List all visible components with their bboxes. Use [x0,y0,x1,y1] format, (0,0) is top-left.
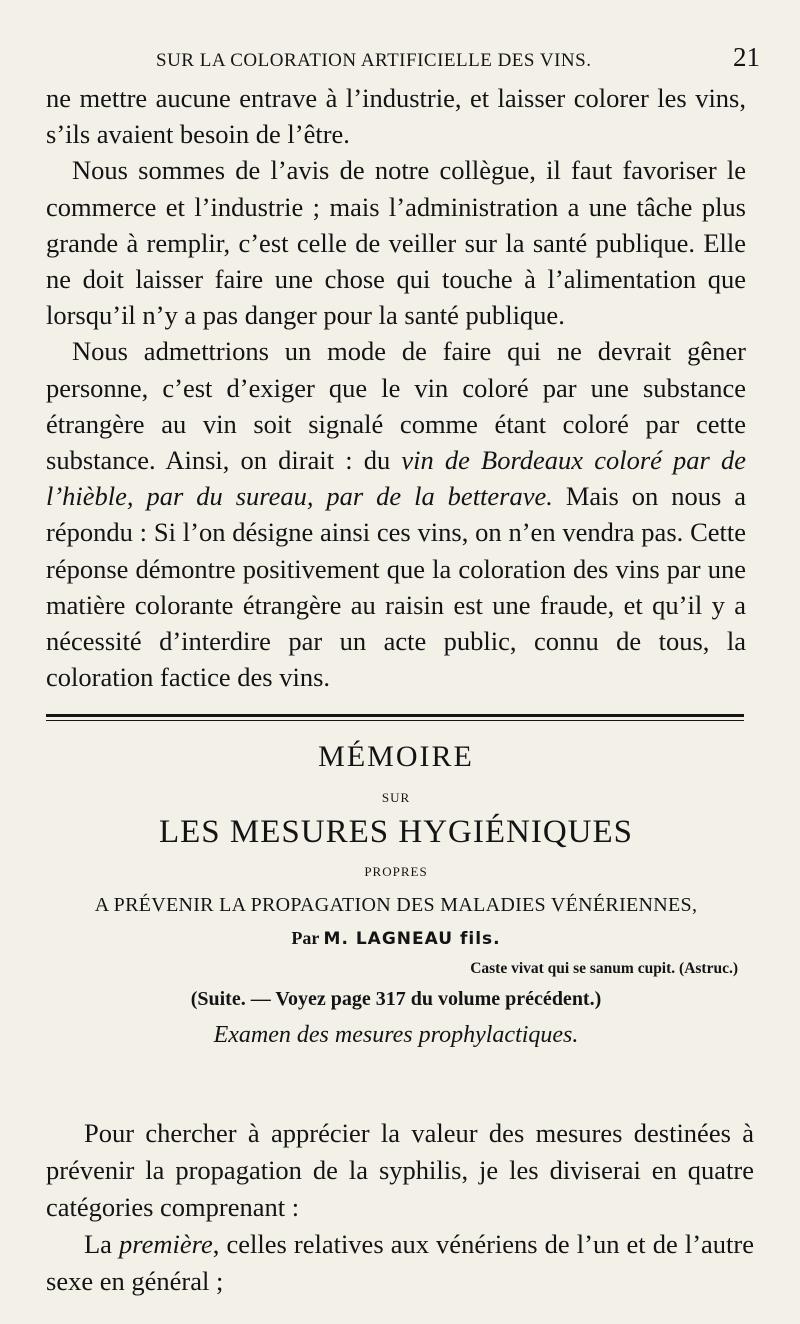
article-title: MÉMOIRE [318,740,474,773]
body-text-bottom [46,1115,754,1300]
article-heading-block [46,740,746,1058]
author-name: M. LAGNEAU fils. [323,929,501,949]
paragraph-2: Nous sommes de l’avis de notre collègue, il faut favoriser le commerce et l’industrie ; mais l’administration a une tâche plus grande à remplir, c’est celle de veiller sur la santé publique. Elle ne doit laisser faire une chose qui touche à l’alimentation que lorsqu’il n’y a pas danger pour la santé publique. [46,155,746,331]
section-heading: Examen des mesures prophylactiques. [213,1022,579,1048]
paragraph-1: ne mettre aucune entrave à l’industrie, et laisser colorer les vins, s’ils avaient besoin de l’être. [46,83,746,150]
article-author [46,928,746,958]
running-title: SUR LA COLORATION ARTIFICIELLE DES VINS. [156,50,592,71]
paragraph-3-text-b: Mais on nous a répondu : Si l’on désigne ainsi ces vins, on n’en vendra pas. Cette réponse démontre positivement que la coloration des vins par une matière colorante étrangère au raisin est une fraude, et qu’il y a nécessité d’interdire par un acte public, connu de tous, la coloration factice des vins. [46,481,746,693]
paragraph-5-text-b: , celles relatives aux vénériens de l’un et de l’autre sexe en général ; [46,1229,755,1296]
paragraph-5-text-a: La [84,1229,120,1259]
double-rule-divider [46,714,744,721]
article-propres: PROPRES [364,864,428,879]
paragraph-3-italic: vin de Bordeaux coloré par de l’hièble, par du sureau, par de la betterave. [46,445,746,512]
paragraph-4: Pour chercher à apprécier la valeur des mesures destinées à prévenir la propagation de la syphilis, je les diviserai en quatre catégories comprenant : [46,1118,754,1222]
author-prefix: Par [291,928,324,948]
paragraph-3-text-a: Nous admettrions un mode de faire qui ne devrait gêner personne, c’est d’exiger que le vin coloré par une substance étrangère au vin soit signalé comme étant coloré par cette substance. Ainsi, on dirait : du [46,336,746,476]
continuation-note: (Suite. — Voyez page 317 du volume précédent.) [190,988,602,1010]
article-purpose: A PRÉVENIR LA PROPAGATION DES MALADIES VÉNÉRIENNES, [94,894,698,916]
epigraph: Caste vivat qui se sanum cupit. (Astruc.) [470,960,738,977]
page-number: 21 [733,42,760,72]
paragraph-3 [46,333,746,695]
paragraph-5 [46,1226,754,1300]
body-text-top [46,80,746,695]
article-subject: LES MESURES HYGIÉNIQUES [158,814,633,850]
article-sur: SUR [381,790,411,805]
paragraph-5-italic: première [119,1229,213,1259]
page-header [46,40,760,80]
